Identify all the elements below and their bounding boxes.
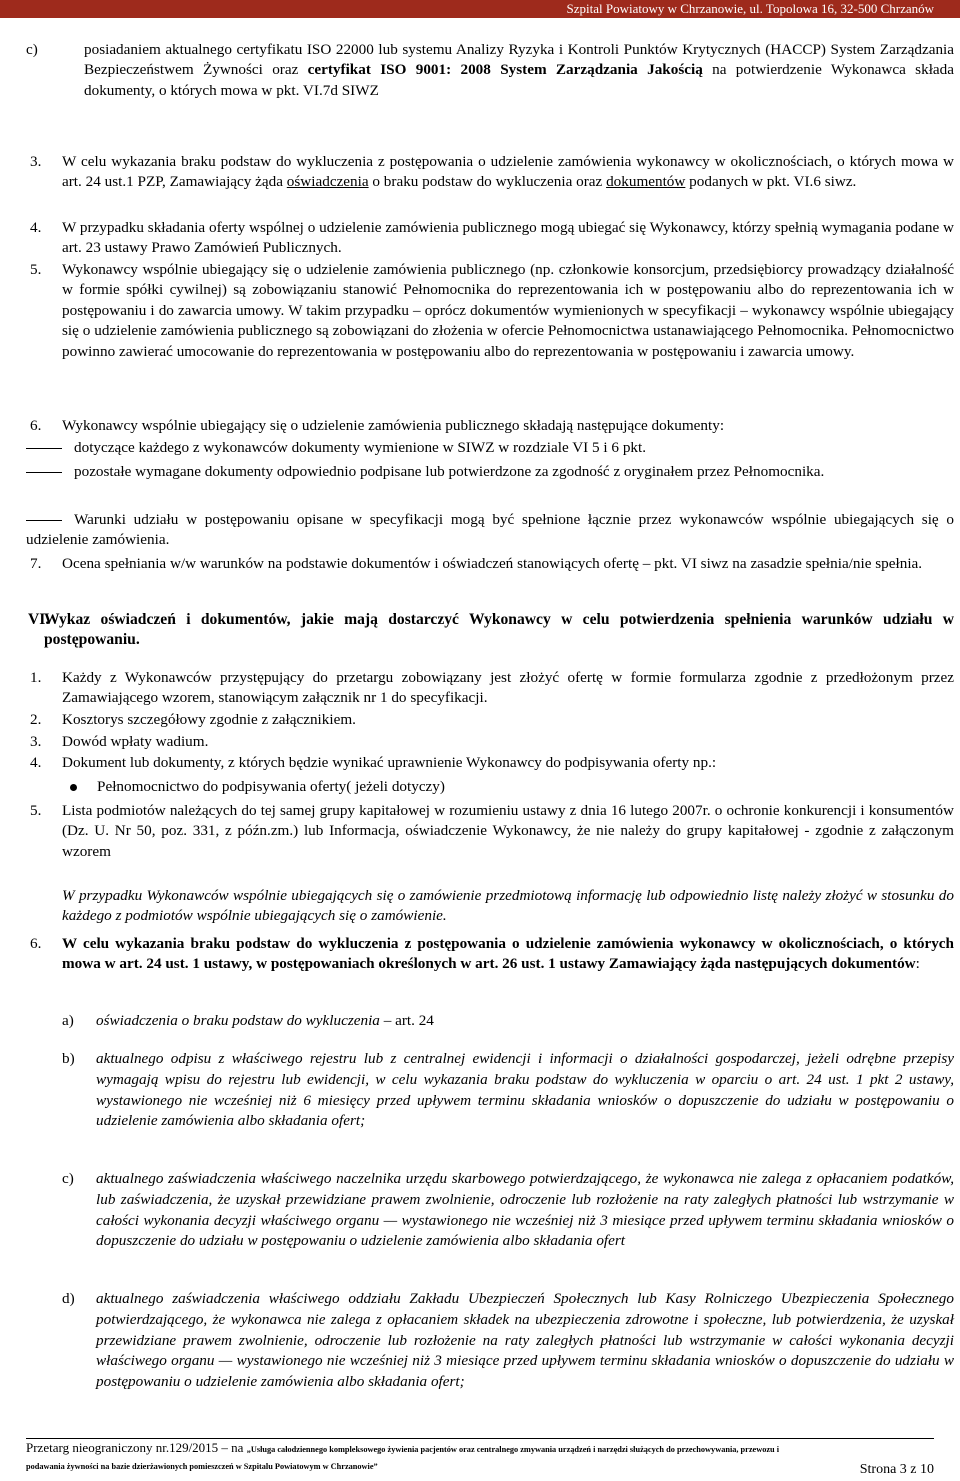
letter-marker: a) <box>62 1012 74 1029</box>
list-item-5 <box>30 801 954 862</box>
list-item-4 <box>30 753 954 773</box>
list-num: 5. <box>30 802 42 819</box>
dash-mark <box>26 520 62 521</box>
list-text: Każdy z Wykonawców przystępujący do przetargu zobowiązany jest złożyć ofertę w formie formularza zgodnie z przedłożonym przez Zamawiającego wzorem, stanowiącym załącznik nr 1 do specyfikacji. <box>62 669 954 707</box>
section-vi-title: Wykaz oświadczeń i dokumentów, jakie mają dostarczyć Wykonawcy w celu potwierdzenia spełnienia warunków udziału w postępowaniu. <box>44 611 954 649</box>
list-item-1 <box>30 668 954 709</box>
item-c-top <box>26 40 954 101</box>
point-5-num: 5. <box>30 261 42 278</box>
item-c-marker: c) <box>26 41 38 58</box>
point-4-text: W przypadku składania oferty wspólnej o udzielenie zamówienia publicznego mogą ubiegać się Wykonawcy, którzy spełnią wymagania podane w art. 23 ustawy Prawo Zamówień Publicznych. <box>62 219 954 257</box>
point-6-text: Wykonawcy wspólnie ubiegający się o udzielenie zamówienia publicznego składają następujące dokumenty: <box>62 417 725 434</box>
letter-text: aktualnego zaświadczenia właściwego oddziału Zakładu Ubezpieczeń Społecznych lub Kasy Rolniczego Ubezpieczenia Społecznego potwierdzającego, że wykonawca nie zalega z opłacaniem składek na ubezpieczenia zdrowotne i społeczne, lub potwierdzenia, że uzyskał przewidziane prawem zwolnienie, odroczenie lub rozłożenie na raty zaległych płatności lub wstrzymanie w całości wykonania decyzji właściwego organu — wystawionego nie wcześniej niż 3 miesiące przed upływem terminu składania wniosków o dopuszczenie do udziału w postępowaniu o udzielenie zamówienia albo składania ofert; <box>96 1290 954 1391</box>
dash-item-text: Warunki udziału w postępowaniu opisane w specyfikacji mogą być spełnione łącznie przez wykonawców wspólnie ubiegających się o udzielenie zamówienia. <box>26 511 954 549</box>
list-item-6 <box>30 934 954 975</box>
point-7 <box>30 554 954 574</box>
dash-item-3 <box>26 510 954 551</box>
point-3-text: W celu wykazania braku podstaw do wykluczenia z postępowania o udzielenie zamówienia wykonawcy w okolicznościach, o których mowa w art. 24 ust.1 PZP, Zamawiający żąda <box>62 153 954 191</box>
dash-item-text: dotyczące każdego z wykonawców dokumenty wymienione w SIWZ w rozdziale VI 5 i 6 pkt. <box>74 439 647 456</box>
letter-text: aktualnego zaświadczenia właściwego naczelnika urzędu skarbowego potwierdzającego, że wykonawca nie zalega z opłacaniem podatków, lub zaświadczenia, że uzyskał przewidziane prawem zwolnienie, odroczenie lub rozłożenie na raty zaległych płatności lub wstrzymanie w całości wykonania decyzji właściwego organu — wystawionego nie wcześniej niż 3 miesiące przed upływem terminu składania wniosków o dopuszczenie do udziału w postępowaniu o udzielenie zamówienia albo składania ofert <box>96 1170 954 1250</box>
item-6-colon: : <box>915 955 920 973</box>
letter-marker: d) <box>62 1290 75 1307</box>
letter-marker: c) <box>62 1170 74 1187</box>
list-num: 1. <box>30 669 42 686</box>
letter-c <box>62 1169 954 1252</box>
list-text: Kosztorys szczegółowy zgodnie z załącznikiem. <box>62 711 356 728</box>
list-num: 6. <box>30 935 42 952</box>
footer-service-1: „Usługa całodziennego kompleksowego żywienia pacjentów oraz centralnego zmywania urządzeń i narzędzi służących do przechowywania, przewozu i <box>246 1445 780 1454</box>
point-3-text-3: podanych w pkt. VI.6 siwz. <box>685 173 857 191</box>
footer-line-1 <box>26 1439 934 1458</box>
list-text: Lista podmiotów należących do tej samej grupy kapitałowej w rozumieniu ustawy z dnia 16 lutego 2007r. o ochronie konkurencji i konsumentów (Dz. U. Nr 50, poz. 331, z późn.zm.) lub Informacja, oświadczenie Wykonawcy, że nie należy do grupy kapitałowej - zgodnie z załączonym wzorem <box>62 802 954 860</box>
item-6-bold-text: W celu wykazania braku podstaw do wykluczenia z postępowania o udzielenie zamówienia wykonawcy w okolicznościach, o których mowa w art. 24 ust. 1 ustawy, w postępowaniach określonych w art. 26 ust. 1 ustawy Zamawiający żąda następujących dokumentów <box>62 935 954 973</box>
list-num: 2. <box>30 711 42 728</box>
point-6-num: 6. <box>30 417 42 434</box>
bullet-item <box>66 777 958 797</box>
footer-tender: Przetarg nieograniczony nr.129/2015 – na <box>26 1440 247 1455</box>
footer-service-2: podawania żywności na bazie dzierżawionych pomieszczeń w Szpitalu Powiatowym w Chrzanowie” <box>26 1462 378 1471</box>
letter-b <box>62 1049 954 1132</box>
point-4 <box>30 218 954 259</box>
list-text: Dokument lub dokumenty, z których będzie wynikać uprawnienie Wykonawcy do podpisywania oferty np.: <box>62 754 717 771</box>
list-num: 4. <box>30 754 42 771</box>
list-item-2 <box>30 710 954 730</box>
point-3-text-2: o braku podstaw do wykluczenia oraz <box>368 173 607 191</box>
item-c-text-1: posiadaniem aktualnego certyfikatu ISO 22000 lub systemu Analizy Ryzyka i Kontroli Punktów Krytycznych (HACCP) System Zarządzania Bezpieczeństwem Żywności oraz <box>84 41 954 79</box>
dash-item-text: pozostałe wymagane dokumenty odpowiednio podpisane lub potwierdzone za zgodność z oryginałem przez Pełnomocnika. <box>74 463 825 480</box>
bullet-text: Pełnomocnictwo do podpisywania oferty( jeżeli dotyczy) <box>97 778 445 795</box>
dash-item-1 <box>26 438 954 458</box>
letter-text: oświadczenia o braku podstaw do wykluczenia <box>96 1012 380 1029</box>
letter-marker: b) <box>62 1050 75 1067</box>
item-c-text-bold: certyfikat ISO 9001: 2008 System Zarządzania Jakością <box>307 61 703 79</box>
section-vi-heading <box>28 610 954 651</box>
italic-note: W przypadku Wykonawców wspólnie ubiegających się o zamówienie przedmiotową informację lub odpowiednio listę należy złożyć w stosunku do każdego z podmiotów wspólnie ubiegających się o zamówienie. <box>62 887 954 925</box>
list-num: 3. <box>30 733 42 750</box>
letter-tail: – art. 24 <box>379 1012 434 1029</box>
bullet-icon <box>70 784 77 791</box>
dash-mark <box>26 448 62 449</box>
dash-item-2 <box>26 462 954 482</box>
letter-text: aktualnego odpisu z właściwego rejestru lub z centralnej ewidencji i informacji o działalności gospodarczej, jeżeli odrębne przepisy wymagają wpisu do rejestru lub ewidencji, w celu wykazania braku podstaw do wykluczenia w oparciu o art. 24 ust. 1 pkt 2 ustawy, wystawionego nie wcześniej niż 6 miesięcy przed upływem terminu składania wniosków o dopuszczenie do udziału w postępowaniu o udzielenie zamówienia albo składania ofert; <box>96 1050 954 1130</box>
page-header: Szpital Powiatowy w Chrzanowie, ul. Topolowa 16, 32-500 Chrzanów <box>0 0 960 18</box>
point-6 <box>30 416 954 436</box>
point-5 <box>30 260 954 362</box>
item-c-text-2: na potwierdzenie Wykonawca składa dokumenty, o których mowa w pkt. VI.7d SIWZ <box>84 61 954 99</box>
point-4-num: 4. <box>30 219 42 236</box>
page-footer <box>26 1438 934 1475</box>
dash-mark <box>26 472 62 473</box>
point-7-num: 7. <box>30 555 42 572</box>
letter-a <box>62 1011 954 1031</box>
list-text: Dowód wpłaty wadium. <box>62 733 209 750</box>
page-number: Strona 3 z 10 <box>859 1462 934 1477</box>
point-3 <box>30 152 954 193</box>
point-5-text: Wykonawcy wspólnie ubiegający się o udzielenie zamówienia publicznego (np. członkowie konsorcjum, przedsiębiorcy prowadzący działalność w formie spółki cywilnej) są zobowiązaniu stanowić Pełnomocnika do reprezentowania ich w postępowaniu albo do reprezentowania ich w postępowaniu i do zawarcia umowy. W takim przypadku – oprócz dokumentów wymienionych w specyfikacji – wykonawcy wspólnie ubiegający się o udzielenie zamówienia publicznego są zobowiązani do złożenia w ofercie Pełnomocnictwa ustanawiającego Pełnomocnika. Pełnomocnictwo powinno zawierać umocowanie do reprezentowania w postępowaniu albo do reprezentowania w postępowaniu i zawarcia umowy. <box>62 261 954 360</box>
section-vi-num: VI. <box>28 611 50 628</box>
list-item-3 <box>30 732 954 752</box>
link-oswiadczenia[interactable]: oświadczenia <box>286 173 369 191</box>
letter-d <box>62 1289 954 1393</box>
point-7-text: Ocena spełniania w/w warunków na podstawie dokumentów i oświadczeń stanowiących ofertę – pkt. VI siwz na zasadzie spełnia/nie spełnia. <box>62 555 923 572</box>
link-dokumentow[interactable]: dokumentów <box>606 173 686 191</box>
point-3-num: 3. <box>30 153 42 170</box>
